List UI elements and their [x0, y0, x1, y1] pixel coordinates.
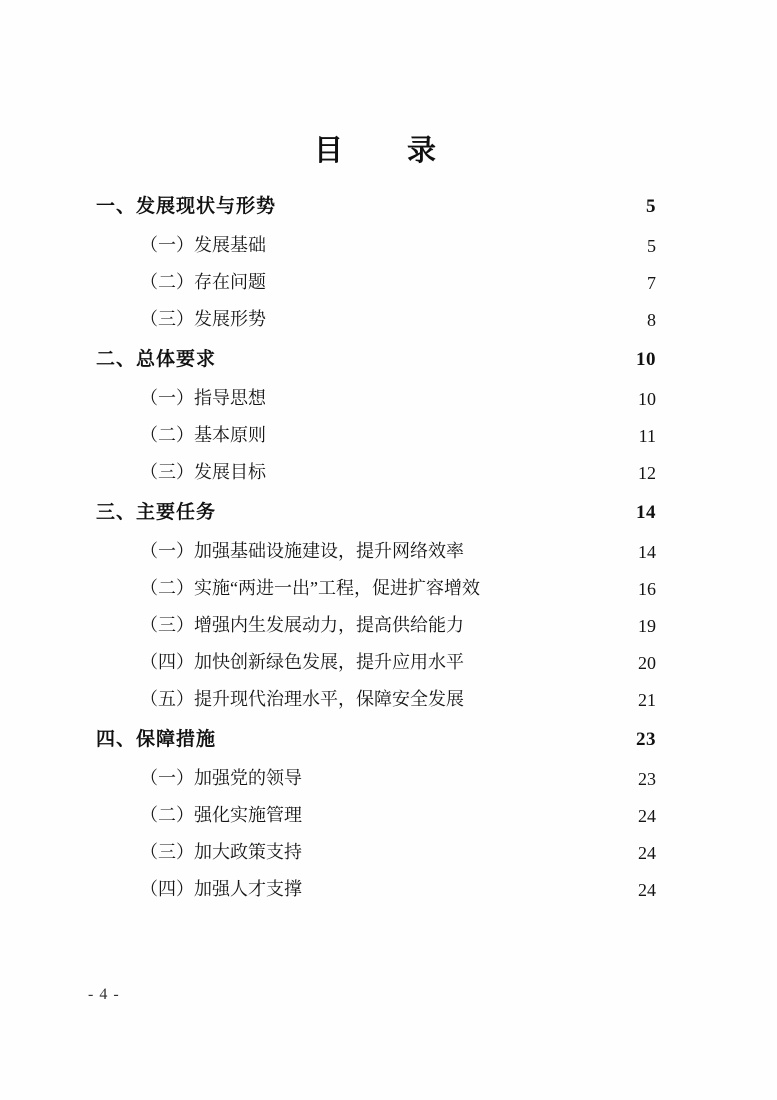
toc-entry-label: （三）增强内生发展动力，提高供给能力 [140, 615, 464, 635]
toc-entry[interactable] [96, 344, 656, 371]
toc-entry-label: （三）发展目标 [140, 462, 266, 482]
toc-leader-dots [305, 785, 631, 786]
toc-entry[interactable] [96, 801, 656, 827]
toc-entry-label: （二）强化实施管理 [140, 805, 302, 825]
toc-entry[interactable] [96, 421, 656, 447]
toc-leader-dots [269, 442, 631, 443]
toc-leader-dots [467, 558, 631, 559]
toc-entry-page: 10 [636, 349, 656, 370]
toc-entry-page: 8 [647, 310, 656, 330]
toc-entry-label: （二）实施“两进一出”工程，促进扩容增效 [140, 578, 480, 598]
toc-entry[interactable] [96, 838, 656, 864]
toc-leader-dots [219, 366, 631, 367]
toc-entry[interactable] [96, 875, 656, 901]
toc-entry-label: （一）加强基础设施建设，提升网络效率 [140, 541, 464, 561]
toc-leader-dots [269, 405, 631, 406]
toc-entry-page: 7 [647, 273, 656, 293]
toc-entry[interactable] [96, 497, 656, 524]
toc-leader-dots [305, 822, 631, 823]
toc-entry-label: （四）加快创新绿色发展，提升应用水平 [140, 652, 464, 672]
toc-entry-page: 5 [647, 236, 656, 256]
toc-entry[interactable] [96, 537, 656, 563]
toc-leader-dots [467, 669, 631, 670]
toc-entry-label: （一）发展基础 [140, 235, 266, 255]
toc-entry-page: 11 [638, 426, 656, 446]
toc-entry[interactable] [96, 231, 656, 257]
toc-entry-page: 10 [638, 389, 656, 409]
toc-entry[interactable] [96, 458, 656, 484]
toc-entry-page: 5 [646, 196, 656, 217]
toc-leader-dots [219, 746, 631, 747]
toc-leader-dots [305, 896, 631, 897]
toc-entry[interactable] [96, 305, 656, 331]
toc-leader-dots [269, 289, 631, 290]
toc-entry[interactable] [96, 268, 656, 294]
toc-entry-label: （三）发展形势 [140, 309, 266, 329]
toc-entry[interactable] [96, 685, 656, 711]
toc-entry-page: 24 [638, 880, 656, 900]
toc-entry[interactable] [96, 191, 656, 218]
toc-leader-dots [269, 252, 631, 253]
toc-entry[interactable] [96, 384, 656, 410]
toc-entry-page: 20 [638, 653, 656, 673]
toc-entry-page: 23 [636, 729, 656, 750]
toc-leader-dots [305, 859, 631, 860]
toc-entry-page: 14 [638, 542, 656, 562]
toc-entry-label: （四）加强人才支撑 [140, 879, 302, 899]
toc-entry-page: 16 [638, 579, 656, 599]
toc-entry[interactable] [96, 764, 656, 790]
toc-entry-label: （二）存在问题 [140, 272, 266, 292]
toc-entry[interactable] [96, 724, 656, 751]
toc-entry-label: （一）指导思想 [140, 388, 266, 408]
toc-entry-label: （一）加强党的领导 [140, 768, 302, 788]
toc-entry-page: 21 [638, 690, 656, 710]
toc-entry-page: 23 [638, 769, 656, 789]
toc-entry-page: 19 [638, 616, 656, 636]
toc-leader-dots [269, 479, 631, 480]
toc-entry[interactable] [96, 611, 656, 637]
toc-leader-dots [483, 595, 631, 596]
toc-entry-page: 14 [636, 502, 656, 523]
toc-entry-label: 四、保障措施 [96, 729, 217, 750]
toc-entry-label: 三、主要任务 [96, 502, 217, 523]
toc-leader-dots [269, 326, 631, 327]
toc-entry-label: 一、发展现状与形势 [96, 196, 277, 217]
toc-entry-page: 12 [638, 463, 656, 483]
toc-entry-label: （三）加大政策支持 [140, 842, 302, 862]
toc-leader-dots [279, 213, 631, 214]
toc-entry[interactable] [96, 648, 656, 674]
toc-entry[interactable] [96, 574, 656, 600]
page-content-area [96, 0, 656, 1100]
page-title: 目 录 [313, 135, 438, 167]
toc-entry-label: （二）基本原则 [140, 425, 266, 445]
toc-entry-label: （五）提升现代治理水平，保障安全发展 [140, 689, 464, 709]
toc-entry-label: 二、总体要求 [96, 349, 217, 370]
table-of-contents [96, 191, 656, 901]
toc-leader-dots [467, 706, 631, 707]
toc-leader-dots [467, 632, 631, 633]
toc-entry-page: 24 [638, 806, 656, 826]
toc-leader-dots [219, 519, 631, 520]
page-number-footer: - 4 - [88, 986, 120, 1003]
toc-entry-page: 24 [638, 843, 656, 863]
